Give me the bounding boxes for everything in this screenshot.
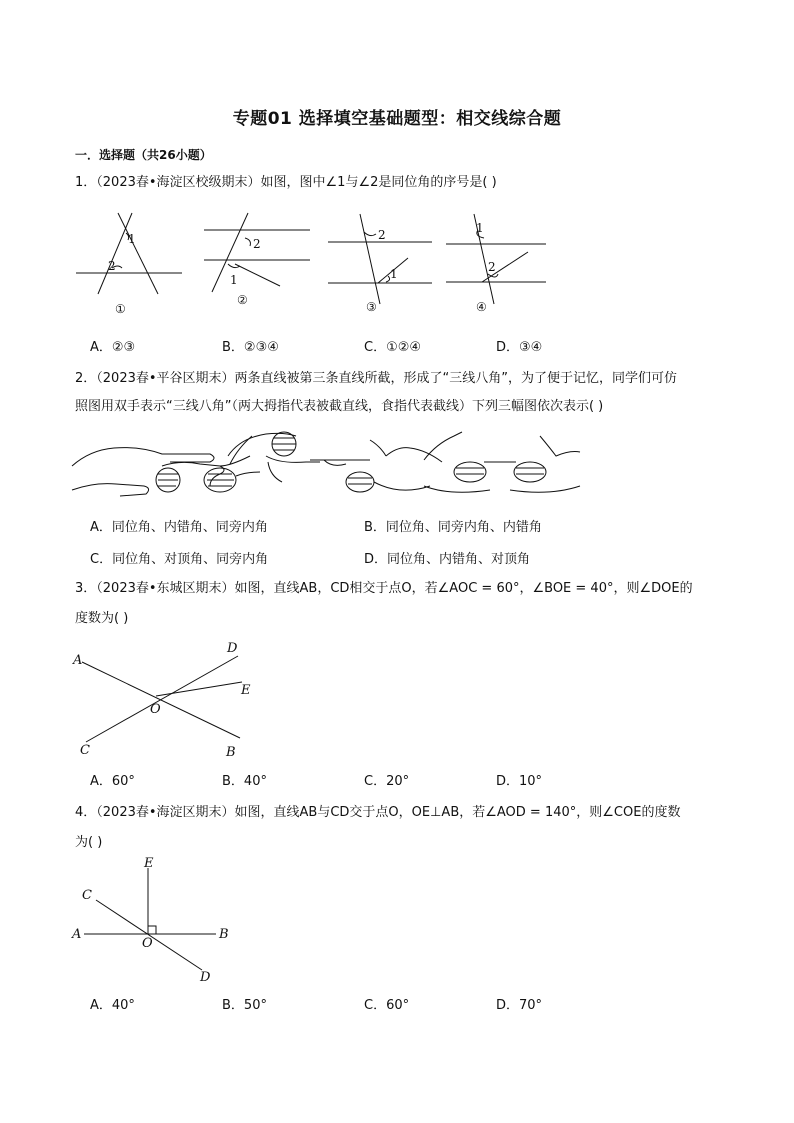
question-3-figure	[70, 638, 270, 764]
fig3-angle-1: 1	[390, 267, 398, 281]
fig2-angle-2: 2	[253, 237, 261, 251]
fig4-angle-2: 2	[488, 260, 496, 274]
q3-point-c: C	[80, 743, 90, 758]
fig1-label: ①	[115, 302, 126, 316]
question-1-stem: 1．（2023春•海淀区校级期末）如图，图中∠1与∠2是同位角的序号是( )	[75, 175, 497, 190]
q3-point-a: A	[73, 653, 83, 668]
q2-option-c[interactable]: C．同位角、对顶角、同旁内角	[90, 552, 269, 567]
q1-option-a[interactable]: A．②③	[90, 340, 136, 355]
fig4-label: ④	[476, 300, 487, 314]
page-title: 专题01 选择填空基础题型：相交线综合题	[232, 109, 562, 129]
question-2-hand-figures	[70, 426, 590, 498]
fig2-angle-1: 1	[230, 273, 238, 287]
question-4-stem-line1: 4．（2023春•海淀区期末）如图，直线AB与CD交于点O，OE⊥AB，若∠AOD = 140°，则∠COE的度数	[75, 805, 681, 820]
fig1-angle-2: 2	[108, 259, 116, 273]
question-2-stem-line2: 照图用双手表示“三线八角”（两大拇指代表被截直线，食指代表截线）下列三幅图依次表示( )	[75, 399, 604, 414]
q1-option-d[interactable]: D．③④	[496, 340, 543, 355]
q3-point-e: E	[241, 683, 251, 698]
question-3-stem-line2: 度数为( )	[75, 611, 129, 626]
question-4-stem-line2: 为( )	[75, 835, 103, 850]
q1-option-c[interactable]: C．①②④	[364, 340, 422, 355]
q4-point-b: B	[219, 927, 229, 942]
question-4-figure	[70, 856, 250, 986]
q1-option-b[interactable]: B．②③④	[222, 340, 279, 355]
fig3-label: ③	[366, 300, 377, 314]
q3-option-b[interactable]: B．40°	[222, 774, 267, 789]
q2-option-a[interactable]: A．同位角、内错角、同旁内角	[90, 520, 268, 535]
q4-option-c[interactable]: C．60°	[364, 998, 410, 1013]
question-2-stem-line1: 2．（2023春•平谷区期末）两条直线被第三条直线所截，形成了“三线八角”，为了便于记忆，同学们可仿	[75, 371, 677, 386]
section-heading: 一．选择题（共26小题）	[75, 148, 212, 162]
fig4-angle-1: 1	[476, 221, 484, 235]
q3-point-d: D	[227, 641, 238, 656]
q4-point-e: E	[144, 856, 154, 871]
q4-point-a: A	[72, 927, 82, 942]
fig2-label: ②	[237, 293, 248, 307]
q3-option-a[interactable]: A．60°	[90, 774, 135, 789]
q4-point-o: O	[142, 936, 153, 951]
q4-point-c: C	[82, 888, 92, 903]
q4-point-d: D	[200, 970, 211, 985]
fig3-angle-2: 2	[378, 228, 386, 242]
q4-option-d[interactable]: D．70°	[496, 998, 543, 1013]
q3-option-c[interactable]: C．20°	[364, 774, 410, 789]
q2-option-d[interactable]: D．同位角、内错角、对顶角	[364, 552, 531, 567]
q4-option-b[interactable]: B．50°	[222, 998, 267, 1013]
q3-option-d[interactable]: D．10°	[496, 774, 543, 789]
q3-point-o: O	[150, 702, 161, 717]
question-3-stem-line1: 3．（2023春•东城区期末）如图，直线AB，CD相交于点O，若∠AOC = 60°，∠BOE = 40°，则∠DOE的	[75, 581, 693, 596]
q4-option-a[interactable]: A．40°	[90, 998, 135, 1013]
q3-point-b: B	[226, 745, 236, 760]
fig1-angle-1: 1	[128, 232, 136, 246]
q2-option-b[interactable]: B．同位角、同旁内角、内错角	[364, 520, 542, 535]
question-1-figures	[70, 208, 560, 323]
